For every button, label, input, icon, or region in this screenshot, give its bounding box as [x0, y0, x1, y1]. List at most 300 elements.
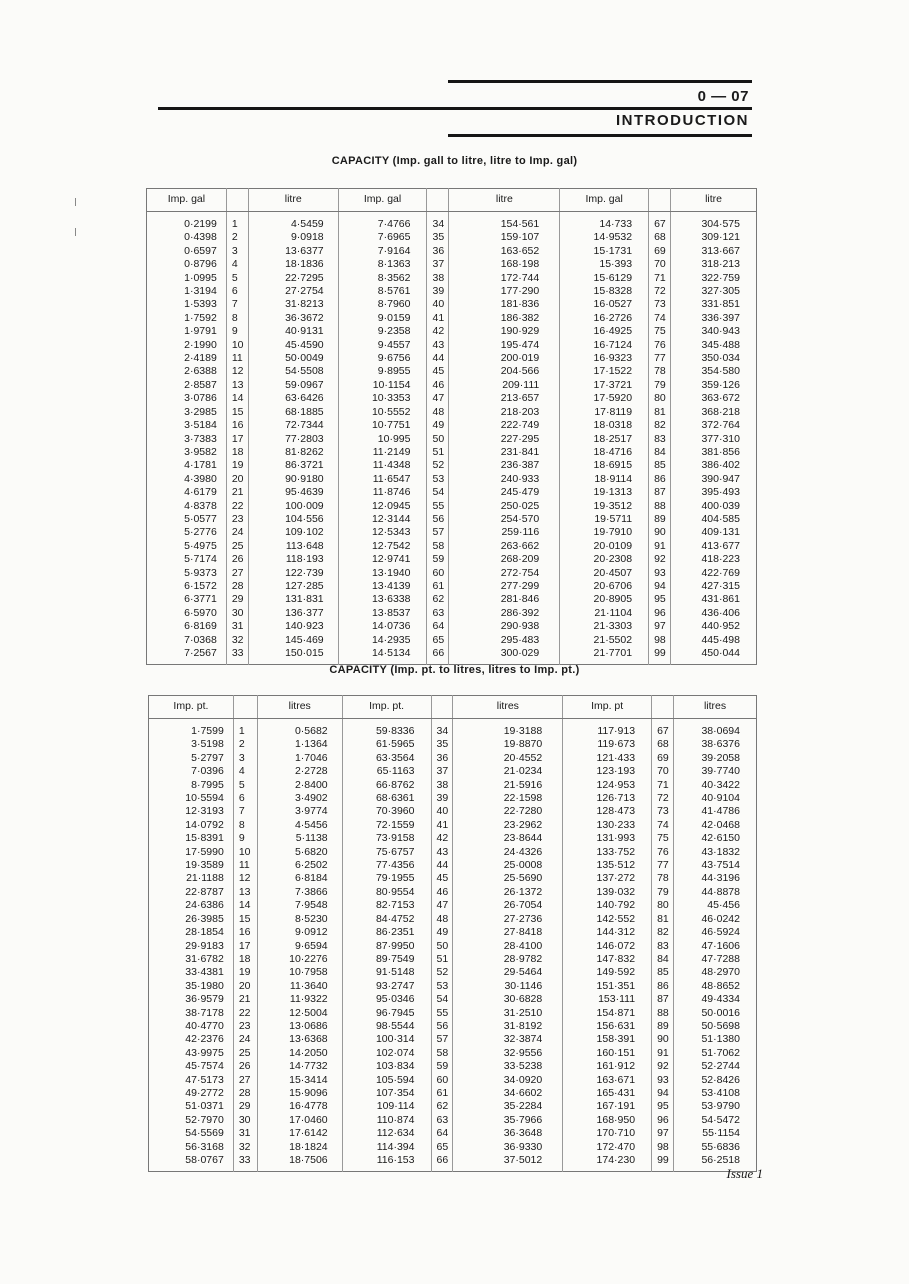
table-cell: 42·2376: [185, 1033, 224, 1046]
table-cell: 34·0920: [503, 1073, 543, 1086]
table-cell: 31·6782: [185, 952, 224, 965]
table-cell: 44: [436, 859, 449, 872]
header-rule-middle: [158, 107, 752, 110]
table-cell: 80: [657, 899, 669, 912]
table-cell: 10·3353: [371, 392, 411, 405]
table-cell: 32: [238, 1140, 251, 1153]
table-cell: 30: [238, 1113, 251, 1126]
table-cell: 2·1990: [184, 338, 217, 351]
table-cell: 24: [238, 1033, 251, 1046]
table-cell: 160·151: [596, 1046, 636, 1059]
table-cell: 33: [231, 647, 244, 659]
table-cell: 37·5012: [503, 1154, 543, 1166]
table-cell: 88: [654, 499, 666, 512]
table-cell: 4·5456: [294, 818, 328, 831]
table-cell: 1: [238, 725, 245, 737]
table-cell: 36: [436, 751, 449, 764]
table-column: [431, 719, 453, 1172]
table-cell: 26·1372: [503, 885, 543, 898]
table-cell: 7·3866: [294, 885, 328, 898]
table-cell: 286·392: [500, 606, 540, 619]
table-cell: 36·3648: [503, 1127, 543, 1140]
table-cell: 70: [657, 765, 669, 778]
table-column: [342, 719, 431, 1172]
table-cell: 2·2728: [294, 765, 328, 778]
table-cell: 8: [231, 311, 238, 324]
table-cell: 17: [231, 432, 244, 445]
table-cell: 51·0371: [185, 1100, 224, 1113]
table-cell: 20·8905: [593, 593, 633, 606]
table-cell: 27·2736: [503, 912, 543, 925]
table-cell: 6·5970: [184, 606, 217, 619]
table-cell: 40: [432, 298, 445, 311]
table-cell: 54·5569: [185, 1127, 224, 1140]
table-cell: 10·1154: [372, 378, 411, 391]
table-cell: 18·6915: [593, 459, 633, 472]
table-cell: 55·1154: [702, 1127, 740, 1140]
table-cell: 90: [657, 1033, 669, 1046]
table-cell: 25·0008: [503, 859, 543, 872]
table-cell: 1·0995: [184, 271, 217, 284]
table-cell: 57: [432, 526, 445, 539]
table-cell: 96: [657, 1113, 669, 1126]
table-cell: 10·5594: [185, 792, 224, 805]
column-header: litres: [453, 696, 563, 719]
table-cell: 87: [654, 486, 666, 499]
table-cell: 12·0945: [371, 499, 411, 512]
table-cell: 163·652: [500, 244, 540, 257]
table-cell: 4·6179: [184, 486, 217, 499]
table-cell: 42: [432, 325, 445, 338]
table-cell: 13·4139: [371, 579, 411, 592]
table-column: [248, 212, 338, 665]
table-cell: 290·938: [500, 620, 540, 633]
table-cell: 71: [654, 271, 666, 284]
table-cell: 18·1824: [289, 1140, 328, 1153]
table-cell: 6·8184: [294, 872, 328, 885]
table-cell: 67: [657, 725, 669, 737]
table-cell: 19: [238, 966, 251, 979]
table-column: [226, 212, 248, 665]
table-cell: 8·5230: [294, 912, 328, 925]
table-cell: 127·285: [285, 579, 324, 592]
table-cell: 1·1364: [294, 738, 328, 751]
table-cell: 12·5004: [289, 1006, 328, 1019]
table-cell: 40·3422: [701, 778, 740, 791]
table-cell: 49: [432, 419, 445, 432]
table-cell: 64: [436, 1127, 449, 1140]
table-cell: 10: [231, 338, 244, 351]
table-cell: 103·834: [375, 1060, 415, 1073]
table-cell: 98: [654, 633, 666, 646]
table-cell: 6·2502: [294, 859, 328, 872]
table-cell: 11: [238, 859, 250, 872]
table-cell: 40·4770: [185, 1019, 224, 1032]
table-cell: 4·5459: [290, 218, 324, 230]
table-cell: 109·102: [285, 526, 324, 539]
table-cell: 390·947: [701, 472, 740, 485]
table-cell: 135·512: [596, 859, 636, 872]
table-cell: 37: [436, 765, 449, 778]
table-cell: 204·566: [500, 365, 540, 378]
table-cell: 6·1572: [184, 579, 217, 592]
table-cell: 147·832: [596, 952, 636, 965]
table-cell: 67: [654, 218, 666, 230]
table-cell: 46·0242: [701, 912, 740, 925]
table-cell: 21: [231, 486, 244, 499]
table-cell: 80·9554: [375, 885, 415, 898]
table-cell: 85: [657, 966, 669, 979]
table-cell: 9·8955: [377, 365, 411, 378]
table-cell: 40·9104: [701, 792, 740, 805]
table-cell: 19: [231, 459, 244, 472]
table-cell: 8·3562: [377, 271, 411, 284]
table-cell: 100·314: [375, 1033, 415, 1046]
table-cell: 62: [436, 1100, 449, 1113]
table-cell: 6: [231, 285, 238, 298]
table-cell: 58: [432, 539, 445, 552]
table-cell: 21·1188: [186, 872, 224, 885]
table-cell: 145·469: [285, 633, 324, 646]
table-cell: 16·9323: [593, 352, 633, 365]
table-cell: 13: [238, 885, 251, 898]
table-cell: 36: [432, 244, 445, 257]
table-cell: 14: [231, 392, 244, 405]
table-cell: 245·479: [500, 486, 540, 499]
table-cell: 59: [436, 1060, 449, 1073]
table-cell: 167·191: [596, 1100, 636, 1113]
table-cell: 218·203: [500, 405, 540, 418]
table-cell: 52·8426: [701, 1073, 740, 1086]
table-cell: 0·5682: [294, 725, 328, 737]
table-cell: 18: [231, 445, 244, 458]
table-cell: 200·019: [500, 352, 540, 365]
table-cell: 31: [231, 620, 244, 633]
table-cell: 48·8652: [701, 979, 740, 992]
table-cell: 309·121: [701, 231, 740, 244]
table-cell: 50: [436, 939, 449, 952]
table-cell: 5·9373: [184, 566, 217, 579]
table-cell: 50: [432, 432, 445, 445]
table-cell: 21·7701: [593, 647, 633, 659]
table-cell: 11·8746: [372, 486, 411, 499]
column-header: Imp. gal: [560, 189, 649, 212]
table-cell: 56·3168: [185, 1140, 224, 1153]
table-cell: 450·044: [701, 647, 740, 659]
table-cell: 16: [231, 419, 244, 432]
table-cell: 300·029: [500, 647, 540, 659]
table-cell: 22·8787: [185, 885, 224, 898]
table-cell: 25·5690: [503, 872, 543, 885]
table-cell: 128·473: [596, 805, 636, 818]
table-cell: 8·1363: [377, 258, 411, 271]
table-cell: 16·4925: [593, 325, 633, 338]
table-cell: 59: [432, 553, 445, 566]
table-cell: 19·3512: [593, 499, 633, 512]
table-cell: 149·592: [596, 966, 636, 979]
table-cell: 77: [654, 352, 666, 365]
table-cell: 11·3640: [289, 979, 328, 992]
table-cell: 70·3960: [375, 805, 415, 818]
table-cell: 18: [238, 952, 251, 965]
table-cell: 48: [436, 912, 449, 925]
table-cell: 25: [231, 539, 244, 552]
table-cell: 33·4381: [185, 966, 224, 979]
table-cell: 11·9322: [289, 993, 328, 1006]
table-cell: 427·315: [701, 579, 740, 592]
table-cell: 24·6386: [185, 899, 224, 912]
table-cell: 38·0694: [701, 725, 740, 737]
table-cell: 163·671: [596, 1073, 636, 1086]
table-cell: 45·456: [707, 899, 740, 912]
table-cell: 107·354: [375, 1086, 415, 1099]
table-cell: 37: [432, 258, 445, 271]
table-cell: 13: [231, 378, 244, 391]
table-cell: 4·8378: [184, 499, 217, 512]
table-cell: 12·9741: [371, 553, 411, 566]
table-cell: 17·8119: [594, 405, 633, 418]
table-cell: 112·634: [376, 1127, 415, 1140]
table-cell: 133·752: [596, 845, 636, 858]
table1-title: CAPACITY (Imp. gall to litre, litre to Imp. gal): [331, 155, 578, 167]
table-cell: 27·8418: [503, 926, 543, 939]
header-rule-top: [448, 80, 752, 83]
table-cell: 14·2935: [371, 633, 411, 646]
table-cell: 236·387: [500, 459, 540, 472]
table-cell: 404·585: [701, 512, 740, 525]
table-cell: 35·7966: [503, 1113, 543, 1126]
table-cell: 168·198: [500, 258, 540, 271]
table-cell: 345·488: [701, 338, 740, 351]
table-cell: 136·377: [285, 606, 324, 619]
table-cell: 4·1781: [184, 459, 217, 472]
table-cell: 123·193: [596, 765, 636, 778]
column-header: [427, 189, 449, 212]
table-cell: 240·933: [500, 472, 540, 485]
table-cell: 84: [657, 952, 669, 965]
table-column: [674, 719, 757, 1172]
table-cell: 14·0792: [185, 818, 224, 831]
table-cell: 2·4189: [184, 352, 217, 365]
table-cell: 42·6150: [701, 832, 740, 845]
table-cell: 409·131: [701, 526, 740, 539]
table-cell: 17·3721: [593, 378, 633, 391]
table-column: [427, 212, 449, 665]
table-cell: 44: [432, 352, 445, 365]
table-cell: 61: [432, 579, 445, 592]
table-cell: 36·3672: [285, 311, 324, 324]
table-cell: 131·831: [285, 593, 324, 606]
table-cell: 39·7740: [701, 765, 740, 778]
table-column: [453, 719, 563, 1172]
table-cell: 23: [231, 512, 244, 525]
table-cell: 10·7958: [289, 966, 328, 979]
table-cell: 34: [436, 725, 449, 737]
table-cell: 4·3980: [184, 472, 217, 485]
table-cell: 15·9096: [289, 1086, 328, 1099]
table-cell: 3·5198: [191, 738, 224, 751]
table-cell: 11·6547: [372, 472, 411, 485]
table-cell: 39: [432, 285, 445, 298]
table-cell: 4: [231, 258, 238, 271]
table-cell: 44·3196: [701, 872, 740, 885]
table-cell: 161·912: [596, 1060, 636, 1073]
page-number: 0 — 07: [697, 88, 749, 105]
column-header: Imp. gal: [338, 189, 427, 212]
table-cell: 43·9975: [185, 1046, 224, 1059]
table-cell: 77·2803: [285, 432, 324, 445]
table-cell: 19·3188: [503, 725, 543, 737]
table-cell: 34·6602: [503, 1086, 543, 1099]
table-cell: 89·7549: [375, 952, 415, 965]
table-cell: 9·0918: [290, 231, 324, 244]
table-cell: 1: [231, 218, 238, 230]
column-header: Imp. pt: [563, 696, 652, 719]
table-cell: 11: [231, 352, 243, 365]
table-cell: 33·5238: [503, 1060, 543, 1073]
table-cell: 117·913: [597, 725, 636, 737]
table-cell: 34: [432, 218, 445, 230]
table-cell: 86: [654, 472, 666, 485]
table-cell: 313·667: [701, 244, 740, 257]
table-cell: 92: [654, 553, 666, 566]
table-column: [652, 719, 674, 1172]
table-cell: 14·2050: [289, 1046, 328, 1059]
table-cell: 209·111: [502, 378, 540, 391]
table-cell: 5·1138: [295, 832, 328, 845]
table-cell: 7·9548: [294, 899, 328, 912]
table-cell: 110·874: [376, 1113, 415, 1126]
table-cell: 104·556: [285, 512, 324, 525]
table-cell: 36·9579: [185, 993, 224, 1006]
table-cell: 18·9114: [594, 472, 633, 485]
table-cell: 55: [436, 1006, 449, 1019]
table-cell: 7·9164: [377, 244, 411, 257]
table-cell: 77: [657, 859, 669, 872]
table-cell: 27: [238, 1073, 251, 1086]
table-cell: 17: [238, 939, 251, 952]
table-cell: 259·116: [501, 526, 540, 539]
table-cell: 51: [432, 445, 445, 458]
table-cell: 72·1559: [375, 818, 415, 831]
table-cell: 33: [238, 1154, 251, 1166]
table-cell: 7: [231, 298, 238, 311]
table-cell: 72: [654, 285, 666, 298]
table-cell: 144·312: [596, 926, 636, 939]
table-cell: 24: [231, 526, 244, 539]
table-cell: 66: [432, 647, 445, 659]
table-cell: 12·5343: [371, 526, 411, 539]
table-cell: 445·498: [701, 633, 740, 646]
table-cell: 29·9183: [185, 939, 224, 952]
table-cell: 19·7910: [593, 526, 633, 539]
table-cell: 6·3771: [184, 593, 217, 606]
table-cell: 86·2351: [375, 926, 415, 939]
table-cell: 5·0577: [184, 512, 217, 525]
table-cell: 58·0767: [185, 1154, 224, 1166]
table-cell: 84·4752: [375, 912, 415, 925]
table-cell: 49·4334: [701, 993, 740, 1006]
table-cell: 56·2518: [701, 1154, 740, 1166]
table-cell: 91: [654, 539, 666, 552]
table-cell: 131·993: [596, 832, 636, 845]
table-cell: 331·851: [701, 298, 740, 311]
table-cell: 22: [238, 1006, 251, 1019]
table-cell: 20·0109: [593, 539, 633, 552]
table-cell: 63: [436, 1113, 449, 1126]
table-cell: 86·3721: [285, 459, 324, 472]
table-cell: 12·7542: [371, 539, 411, 552]
table-cell: 81·8262: [285, 445, 324, 458]
table-cell: 440·952: [701, 620, 740, 633]
table-cell: 3·5184: [184, 419, 217, 432]
table-cell: 14·9532: [593, 231, 633, 244]
table-cell: 93: [657, 1073, 669, 1086]
table-cell: 6·8169: [184, 620, 217, 633]
table-cell: 41·4786: [701, 805, 740, 818]
table-cell: 172·470: [596, 1140, 636, 1153]
table-cell: 54·5508: [285, 365, 324, 378]
table-cell: 363·672: [701, 392, 740, 405]
table-cell: 50·0016: [701, 1006, 740, 1019]
table-cell: 386·402: [701, 459, 740, 472]
table-cell: 190·929: [500, 325, 540, 338]
table-cell: 268·209: [500, 553, 540, 566]
table-cell: 272·754: [500, 566, 540, 579]
table-cell: 90: [654, 526, 666, 539]
table-cell: 63·3564: [375, 751, 415, 764]
table-cell: 140·923: [285, 620, 324, 633]
table-cell: 17·6142: [289, 1127, 328, 1140]
table-cell: 354·580: [701, 365, 740, 378]
table-cell: 295·483: [500, 633, 540, 646]
table-cell: 39: [436, 792, 449, 805]
table2-title: CAPACITY (Imp. pt. to litres, litres to Imp. pt.): [329, 664, 580, 676]
table-cell: 48·2970: [701, 966, 740, 979]
table-column: [257, 719, 342, 1172]
table-cell: 87: [657, 993, 669, 1006]
table-cell: 82: [654, 419, 666, 432]
table-cell: 91: [657, 1046, 669, 1059]
table-cell: 22·7280: [503, 805, 543, 818]
table-cell: 49·2772: [185, 1086, 224, 1099]
table-cell: 14·0736: [371, 620, 411, 633]
table-cell: 3·7383: [184, 432, 217, 445]
table-cell: 20·2308: [593, 553, 633, 566]
table-cell: 87·9950: [375, 939, 415, 952]
table-cell: 113·648: [285, 539, 324, 552]
table-cell: 39·2058: [701, 751, 740, 764]
table-cell: 54: [432, 486, 445, 499]
table-cell: 14·7732: [289, 1060, 328, 1073]
table-cell: 231·841: [500, 445, 540, 458]
table-cell: 95·4639: [285, 486, 324, 499]
table-cell: 54: [436, 993, 449, 1006]
table-cell: 78: [657, 872, 669, 885]
table-cell: 7·0396: [191, 765, 224, 778]
table-cell: 62: [432, 593, 445, 606]
table-cell: 395·493: [701, 486, 740, 499]
table-cell: 3·9774: [294, 805, 328, 818]
column-header: [226, 189, 248, 212]
table-cell: 9·0159: [377, 311, 411, 324]
table-cell: 18·7506: [289, 1154, 328, 1166]
table-cell: 43: [436, 845, 449, 858]
table-cell: 54·5472: [701, 1113, 740, 1126]
table-cell: 95: [657, 1100, 669, 1113]
table-cell: 7·6965: [377, 231, 411, 244]
table-cell: 95·0346: [375, 993, 415, 1006]
